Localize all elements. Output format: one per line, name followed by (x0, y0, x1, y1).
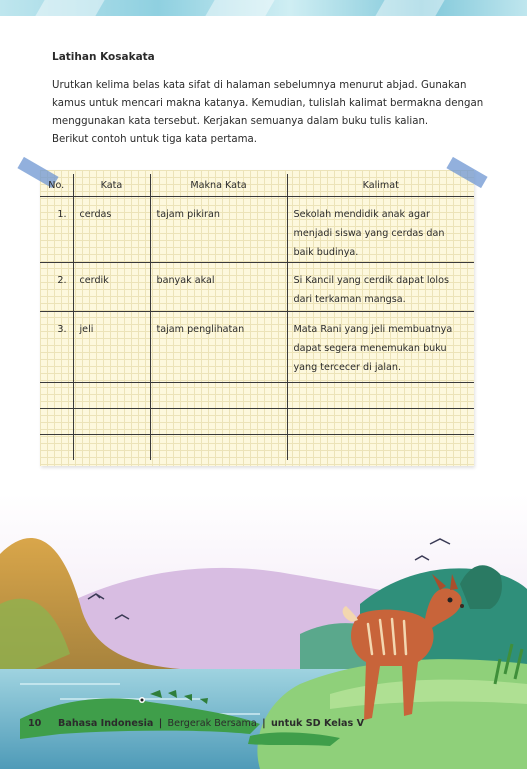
kalimat-line: yang tercecer di jalan. (293, 362, 402, 373)
cell-no: 2. (57, 275, 67, 286)
cell-kalimat (287, 312, 474, 383)
instruction-line: menggunakan kata tersebut. Kerjakan semuanya dalam buku tulis kalian. (52, 116, 429, 127)
table-row (40, 312, 474, 383)
instruction-line: Urutkan kelima belas kata sifat di halaman sebelumnya menurut abjad. Gunakan (52, 80, 467, 91)
cell-no: 3. (57, 324, 67, 335)
cell-kalimat (287, 197, 474, 263)
book-title: Bahasa Indonesia (58, 718, 154, 729)
header-kata: Kata (73, 174, 150, 197)
book-subtitle: Bergerak Bersama (167, 718, 257, 729)
book-audience: untuk SD Kelas V (270, 718, 364, 729)
kalimat-line: dapat segera menemukan buku (293, 343, 447, 354)
kalimat-line: dari terkaman mangsa. (293, 294, 406, 305)
table-header-row (40, 174, 474, 197)
page-footer: 10 Bahasa Indonesia | Bergerak Bersama | untuk SD Kelas V (28, 718, 364, 729)
page-number: 10 (28, 718, 42, 729)
header-kalimat: Kalimat (287, 174, 474, 197)
top-banner (0, 0, 527, 16)
kalimat-line: Si Kancil yang cerdik dapat lolos (293, 275, 449, 286)
cell-makna: tajam penglihatan (150, 312, 287, 383)
kalimat-line: menjadi siswa yang cerdas dan (293, 228, 445, 239)
kalimat-line: baik budinya. (293, 247, 359, 258)
header-no: No. (48, 179, 65, 191)
cell-makna: banyak akal (150, 263, 287, 312)
cell-kata: cerdik (73, 263, 150, 312)
kalimat-line: Mata Rani yang jeli membuatnya (293, 324, 453, 335)
header-makna: Makna Kata (150, 174, 287, 197)
cell-kata: cerdas (73, 197, 150, 263)
instruction-line: Berikut contoh untuk tiga kata pertama. (52, 134, 258, 145)
vocabulary-table (40, 174, 474, 460)
cell-kata: jeli (73, 312, 150, 383)
instruction-line: kamus untuk mencari makna katanya. Kemudian, tulislah kalimat bermakna dengan (52, 98, 484, 109)
table-row (40, 263, 474, 312)
table-row-empty (40, 409, 474, 435)
kalimat-line: Sekolah mendidik anak agar (293, 209, 430, 220)
instruction-paragraph (52, 77, 482, 149)
cell-no: 1. (57, 209, 67, 220)
section-title: Latihan Kosakata (52, 51, 155, 63)
table-row (40, 197, 474, 263)
table-row-empty (40, 383, 474, 409)
cell-kalimat (287, 263, 474, 312)
cell-makna: tajam pikiran (150, 197, 287, 263)
table-row-empty (40, 435, 474, 461)
